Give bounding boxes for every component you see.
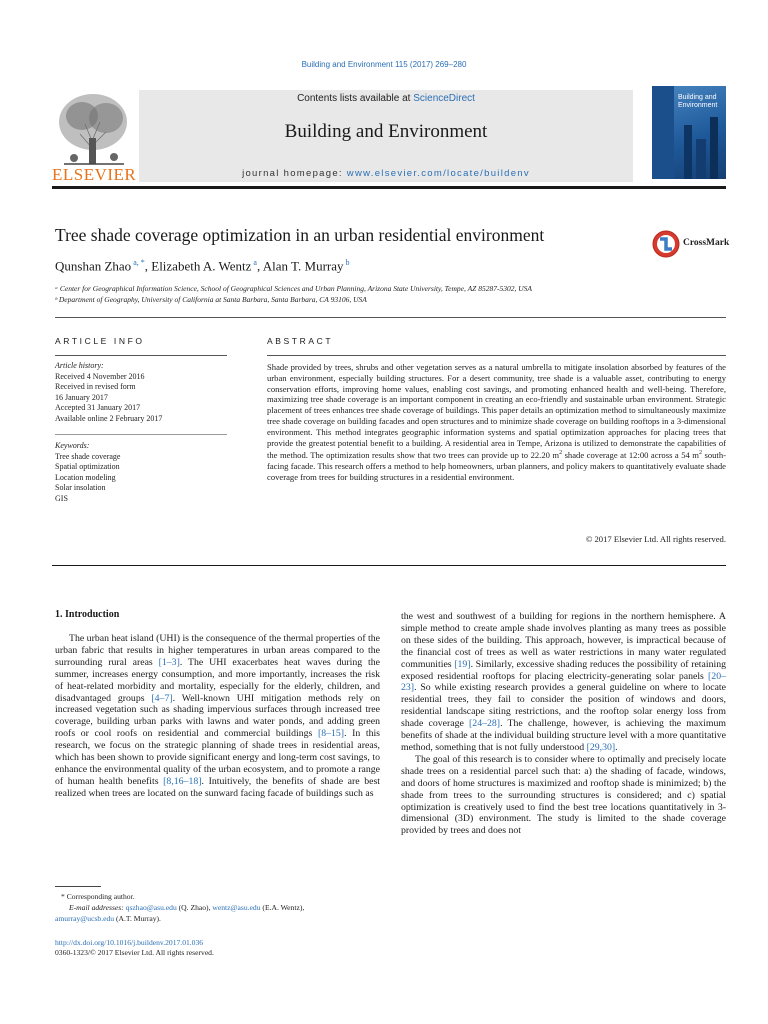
email-owner: (Q. Zhao), (176, 902, 213, 912)
author-separator: , (256, 258, 263, 274)
history-item: Received in revised form (55, 382, 136, 391)
body-column-left (55, 633, 380, 800)
email-owner: (E.A. Wentz), (260, 902, 305, 912)
article-info-heading: ARTICLE INFO (55, 336, 145, 346)
affiliation-a: ᵃ Center for Geographical Information Science, School of Geographical Sciences and Urban Planning, Arizona State University, Tempe, AZ 85287-5302, USA (55, 284, 532, 293)
contents-availability (139, 93, 633, 104)
body-column-right (401, 611, 726, 837)
paper-title: Tree shade coverage optimization in an urban residential environment (55, 225, 545, 245)
article-info-rule (55, 355, 227, 356)
abstract-copyright: © 2017 Elsevier Ltd. All rights reserved. (585, 534, 726, 544)
keyword: Solar insolation (55, 483, 106, 492)
cover-title (678, 94, 717, 110)
journal-citation[interactable]: Building and Environment 115 (2017) 269–280 (301, 60, 467, 69)
affiliation-b: ᵇ Department of Geography, University of California at Santa Barbara, Santa Barbara, CA 93106, USA (55, 295, 367, 304)
cover-building (696, 139, 706, 179)
superscript: 2 (699, 450, 702, 457)
header-divider (52, 186, 726, 189)
citation-link[interactable]: [4–7] (151, 692, 173, 704)
email-addresses (55, 903, 380, 925)
text-run: . Well-known UHI mitigation methods rely on increased vegetation such as shading impervious surfaces through increased tree coverage, building urban parks with lawns and water ponds, and adding green roofs or cool roofs on residential and commercial buildings (55, 692, 380, 740)
author-name[interactable]: Elizabeth A. Wentz (151, 258, 252, 274)
homepage-prefix: journal homepage: (242, 168, 347, 179)
abstract-text (267, 362, 726, 483)
citation-link[interactable]: [24–28] (469, 718, 501, 730)
homepage-link[interactable]: www.elsevier.com/locate/buildenv (346, 168, 530, 179)
affiliation-marker[interactable]: b (343, 258, 350, 267)
keywords-label: Keywords: (55, 441, 90, 450)
abstract-part: shade coverage at 12:00 across a 54 m (562, 450, 699, 461)
text-run: . The challenge, however, is achieving the maximum benefits of shade at the individual building structure level with a more quantitative method, something that is not fully understood (401, 718, 726, 753)
keyword: Tree shade coverage (55, 451, 121, 461)
author-separator: , (144, 258, 152, 274)
crossmark-label[interactable]: CrossMark (683, 238, 730, 248)
affiliation-marker[interactable]: a, * (131, 258, 145, 267)
email-owner: (A.T. Murray). (114, 913, 161, 923)
history-label: Article history: (55, 361, 104, 370)
keyword: Spatial optimization (55, 462, 120, 471)
email-label: E-mail addresses: (69, 902, 126, 912)
text-run: . The UHI exacerbates heat waves during the summer, increases energy consumption, and more importantly, increases the risk of heat-related morbidity and mortality, especially for the elderly, children, and disadvantaged groups (55, 656, 381, 704)
author-list (55, 258, 350, 274)
text-run: the west and southwest of a building for regions in the northern hemisphere. A simple method to create ample shade involves planting as many trees as possible on these sides of the building. This approach, however, is impractical because of the financial cost of trees as well as water restrictions in many water regulated communities (401, 611, 726, 670)
paragraph (401, 611, 726, 754)
sciencedirect-link[interactable]: ScienceDirect (413, 93, 475, 104)
history-item: Accepted 31 January 2017 (55, 403, 141, 412)
history-item: 16 January 2017 (55, 392, 108, 402)
abstract-part: Shade provided by trees, shrubs and other vegetation serves as a natural umbrella to mitigate insolation absorbed by features of the urban environment, especially building structures. For a desert community, tree shade is a valuable asset, contributing to energy conservation efforts, improving home values, enabling cost savings, and promoting enhanced health and well-being. Therefore, maximizing tree shade coverage is an important component in creating an eco-friendly and sustainable urban environment. Strategic placement of trees enhances tree shade coverage of buildings. This paper details an optimization method to simultaneously maximize tree shade coverage on building facades and open structures and to minimize shade coverage on building rooftops in a 3-dimensional environment. This method integrates geographic information systems and spatial optimization approaches for placing trees that provide the greatest potential benefit to a building. A residential area in Tempe, Arizona is utilized to demonstrate the capabilities of the method. The optimization results show that two trees can provide up to 22.20 m (267, 362, 726, 461)
article-history (55, 361, 162, 424)
citation-link[interactable]: [8,16–18] (163, 775, 202, 787)
email-link[interactable]: amurray@ucsb.edu (55, 913, 115, 923)
citation-link[interactable]: [1–3] (158, 656, 180, 668)
history-item: Available online 2 February 2017 (55, 413, 163, 423)
citation-link[interactable]: [29,30] (586, 741, 616, 753)
email-link[interactable]: qszhao@asu.edu (125, 902, 177, 912)
issn-copyright: 0360-1323/© 2017 Elsevier Ltd. All rights reserved. (55, 948, 214, 957)
superscript: 2 (559, 450, 563, 457)
cover-building (684, 125, 692, 179)
doi-link[interactable]: http://dx.doi.org/10.1016/j.buildenv.2017.01.036 (55, 938, 204, 947)
citation-link[interactable]: [8–15] (317, 728, 345, 740)
cover-building (710, 117, 718, 179)
keywords-block (55, 441, 120, 504)
elsevier-wordmark: ELSEVIER (52, 165, 137, 184)
email-link[interactable]: wentz@asu.edu (212, 902, 261, 912)
author-name[interactable]: Qunshan Zhao (55, 258, 132, 274)
citation-link[interactable]: [19] (454, 658, 471, 670)
section-heading-introduction: 1. Introduction (55, 609, 120, 620)
citation-link[interactable]: [20–23] (401, 670, 726, 694)
affiliation-marker[interactable]: a (251, 258, 257, 267)
footnote-rule (55, 886, 101, 887)
abstract-heading: ABSTRACT (267, 336, 334, 346)
abstract-rule (267, 355, 726, 356)
author-name[interactable]: Alan T. Murray (262, 258, 344, 274)
text-run: . Intuitively, the benefits of shade are best realized when trees are located on the sunward facing facade of buildings such as (55, 775, 380, 799)
title-divider (55, 317, 726, 318)
corresponding-author-note: * Corresponding author. (61, 892, 135, 901)
paragraph (55, 633, 380, 800)
text-run: . So while existing research provides a general guideline on where to locate residential trees, they fail to consider the position of windows and doors, residential landscape siting restrictions, and the rooftop solar energy loss from shade coverage (401, 682, 726, 730)
keyword: GIS (55, 493, 68, 503)
text-run: . In this research, we focus on the strategic planning of shade trees in residential areas, which has been shown to provide significant energy and long-term cost savings, to enhance the environmental quality of the urban ecosystem, and to promote a range of human health benefits (55, 728, 380, 787)
text-run: . (615, 741, 618, 753)
journal-cover-image (652, 86, 726, 179)
text-run: The urban heat island (UHI) is the consequence of the thermal properties of the urban fabric that results in higher temperatures in urban areas compared to the surrounding rural areas (55, 633, 380, 668)
body-divider (52, 565, 726, 566)
contents-prefix: Contents lists available at (297, 93, 414, 104)
paragraph: The goal of this research is to consider where to optimally and precisely locate shade trees on a residential parcel such that: a) the shading of facade, windows, and doors of home structures is maximized and rooftop shade is minimized; b) the shade from trees to the surrounding structures is considered; and c) spatial optimization is creatively used to find the best tree locations quantitatively in 3-dimensional (3D) environment. The study is limited to the shade coverage provided by trees and does not (401, 753, 726, 837)
cover-spine-band (652, 86, 674, 179)
text-run: . Similarly, excessive shading reduces the possibility of retaining exposed residential rooftops for placing electricity-generating solar panels (401, 658, 727, 682)
cover-title-line: Building and (678, 94, 717, 101)
keyword: Location modeling (55, 472, 116, 482)
abstract-part: south-facing facade. This research offers a method to help homeowners, urban planners, and policy makers to quantitatively evaluate shade coverage from trees for building structures in a residential environment. (267, 450, 726, 482)
cover-title-line: Environment (678, 102, 718, 109)
journal-title: Building and Environment (284, 121, 488, 142)
history-rule (55, 434, 227, 435)
footnote (55, 892, 380, 924)
journal-homepage (139, 168, 633, 179)
history-item: Received 4 November 2016 (55, 371, 145, 381)
